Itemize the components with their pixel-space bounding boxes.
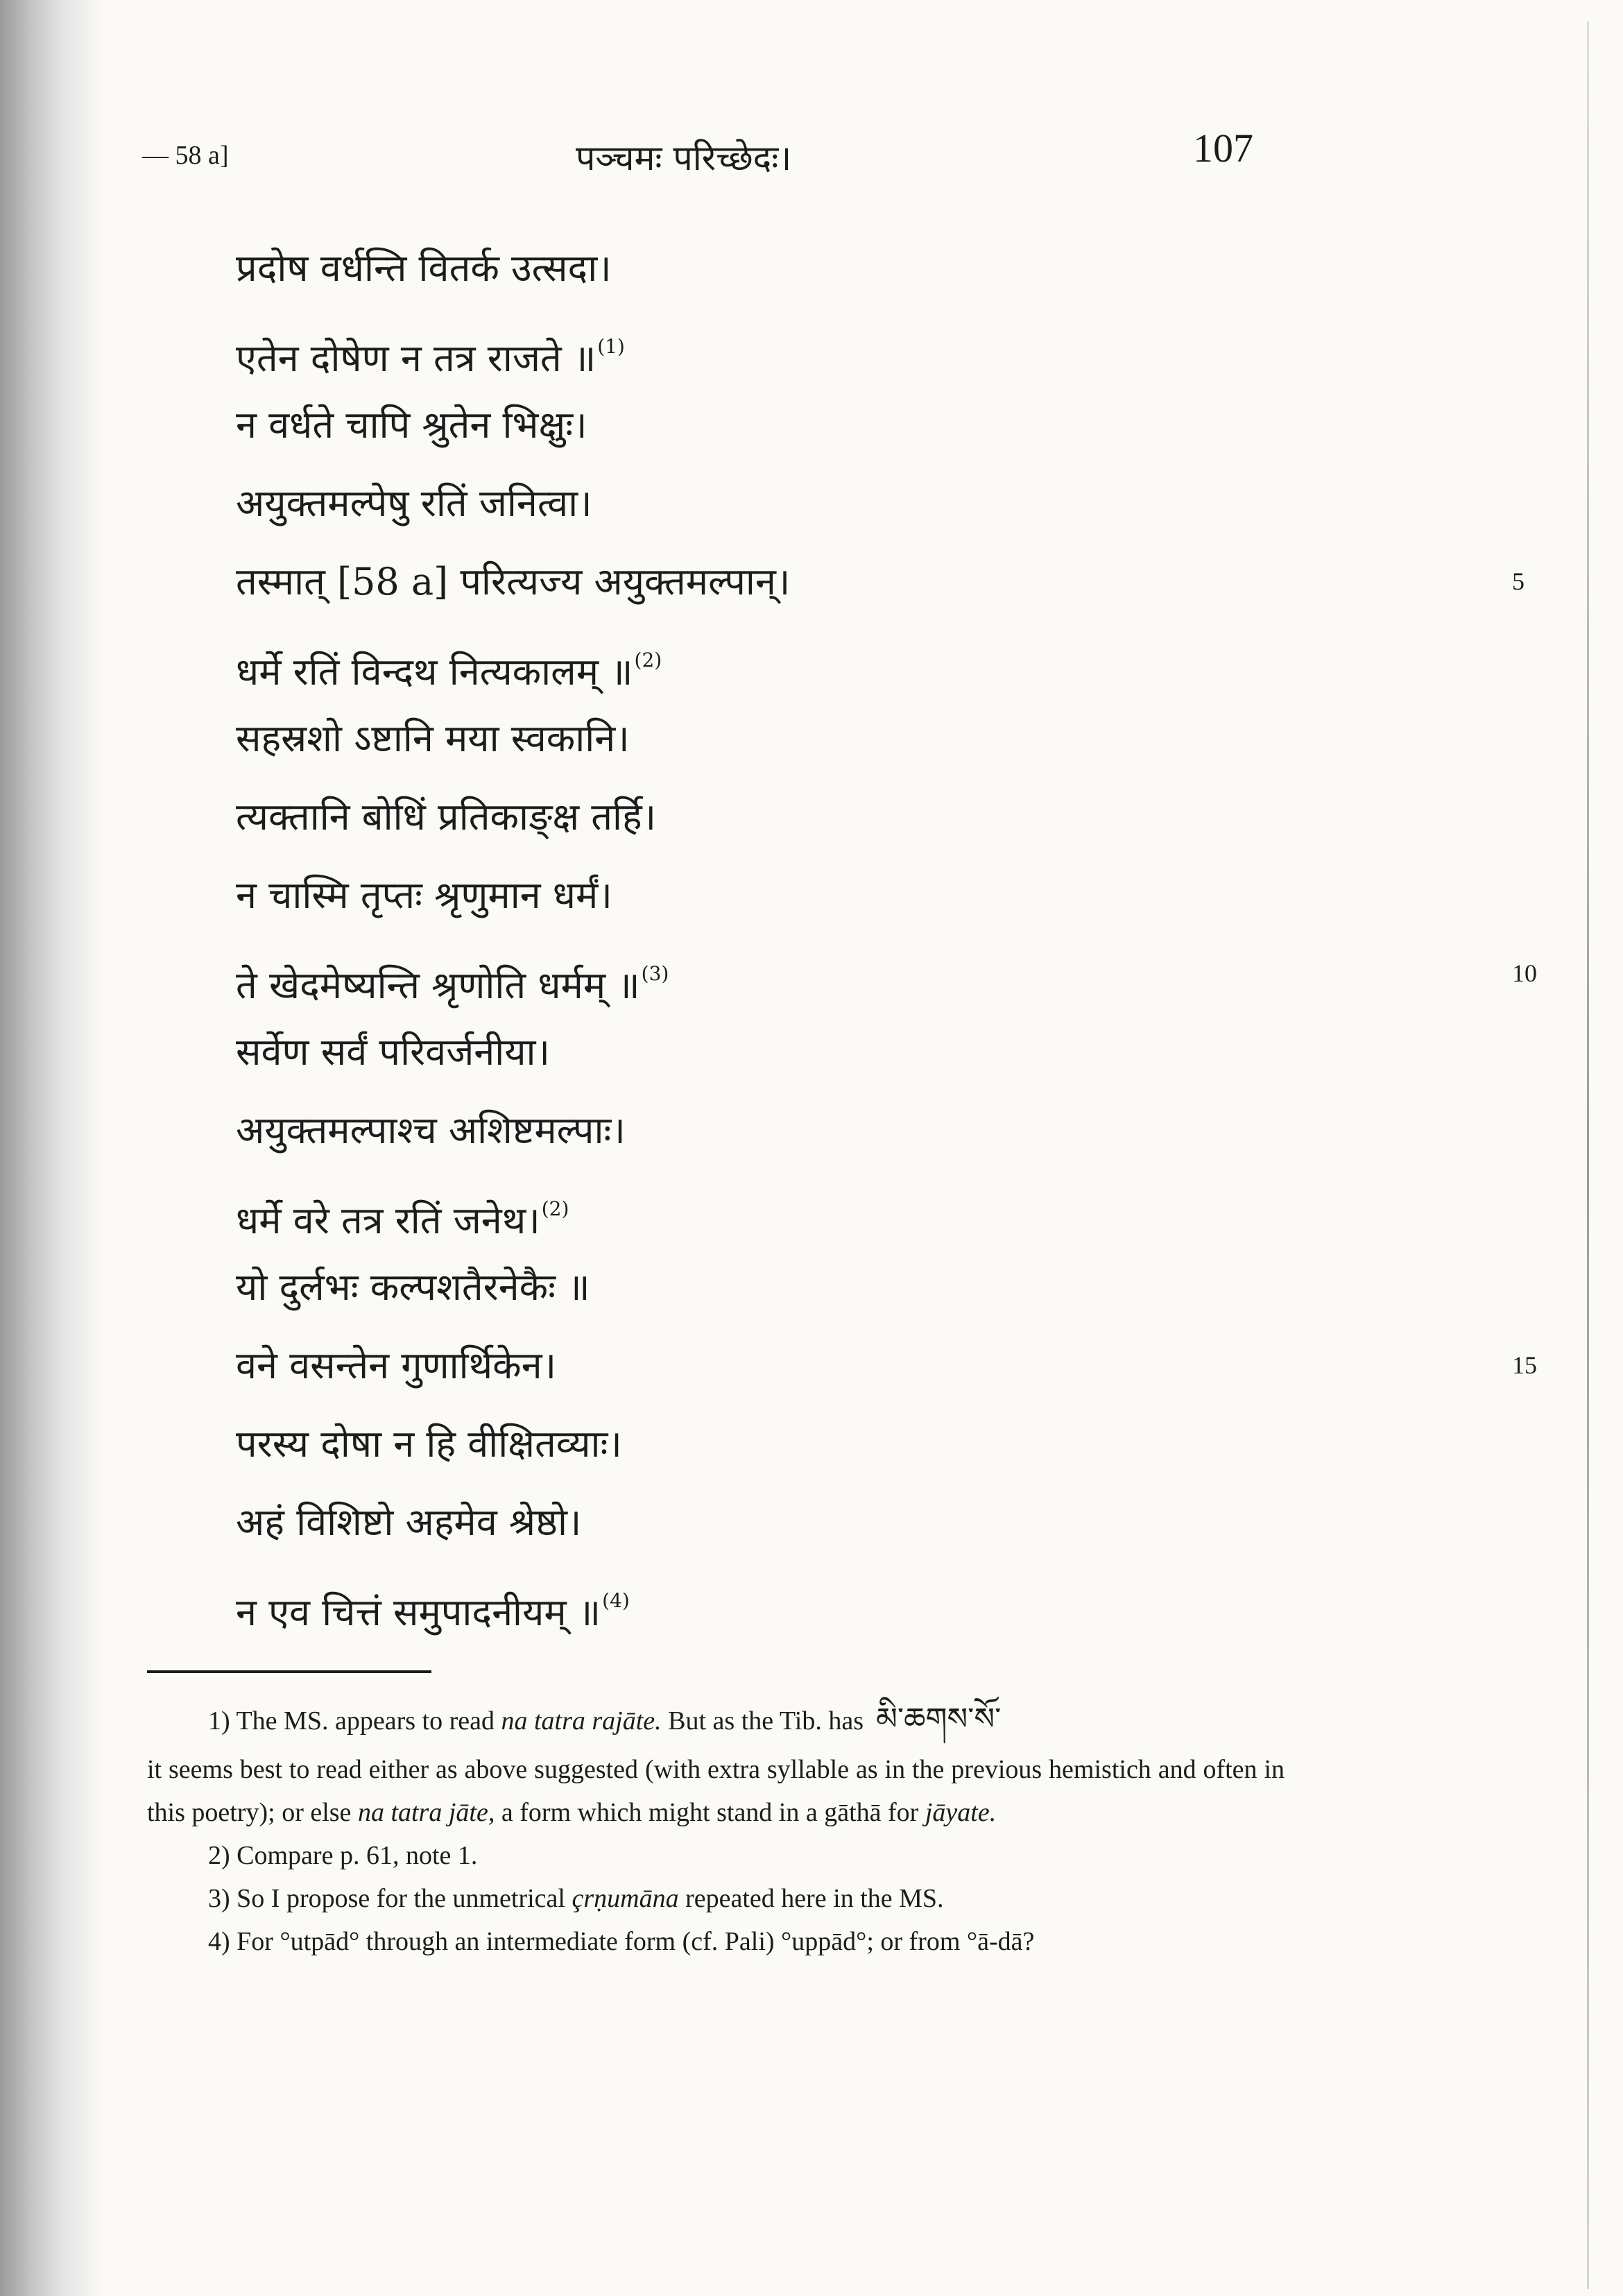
- footnote-3: [147, 1877, 1285, 1920]
- footnote-marker: (2): [541, 1197, 569, 1220]
- footnote-4: 4) For °utpād° through an intermediate form (cf. Pali) °uppād°; or from °ā-dā?: [208, 1927, 1035, 1956]
- verse-line: [236, 229, 1415, 307]
- tibetan-text: མི་ཆགས་སོ་: [876, 1702, 1002, 1736]
- verse-line: [236, 1561, 1415, 1640]
- page-binding-shadow: [0, 0, 104, 2296]
- verse-line: [236, 1326, 1537, 1405]
- verse-text: अयुक्तमल्पेषु रतिं जनित्वा।: [236, 481, 592, 525]
- verse-line: [236, 699, 1415, 778]
- verse-line: [236, 307, 1415, 386]
- footnotes: [147, 1698, 1285, 1963]
- verse-line: [236, 778, 1415, 856]
- verse-text: प्रदोष वर्धन्ति वितर्क उत्सदा।: [236, 246, 612, 290]
- footnote-marker: (2): [634, 649, 662, 671]
- verse-text: तस्मात् [58 a] परित्यज्य अयुक्तमल्पान्।: [236, 560, 791, 603]
- verse-line: [236, 1483, 1415, 1561]
- header-folio-reference: — 58 a]: [142, 141, 229, 170]
- line-number: 10: [1512, 959, 1537, 987]
- footnote-separator: [147, 1670, 431, 1673]
- footnote-text: 1) The MS. appears to read: [208, 1706, 501, 1736]
- verse-line: [236, 1170, 1415, 1248]
- verse-text: न चास्मि तृप्तः श्रृणुमान धर्मं।: [236, 873, 612, 917]
- page-number: 107: [1193, 126, 1253, 171]
- footnote-marker: (1): [597, 335, 625, 358]
- verse-line: [236, 934, 1537, 1013]
- verse-text: एतेन दोषेण न तत्र राजते ॥: [236, 336, 596, 380]
- line-number: 15: [1512, 1351, 1537, 1379]
- verse-line: [236, 1248, 1415, 1326]
- page-edge-rule: [1587, 21, 1589, 2289]
- verse-text: सहस्रशो ऽष्टानि मया स्वकानि।: [236, 717, 630, 760]
- verse-line: [236, 856, 1415, 934]
- footnote-italic: çrṇumāna: [572, 1884, 679, 1913]
- verse-block: [236, 229, 1537, 1640]
- footnote-text: 3) So I propose for the unmetrical: [208, 1884, 572, 1913]
- line-number: 5: [1512, 567, 1525, 595]
- verse-text: वने वसन्तेन गुणार्थिकेन।: [236, 1344, 557, 1387]
- verse-text: यो दुर्लभः कल्पशतैरनेकैः ॥: [236, 1265, 590, 1309]
- verse-line: [236, 1405, 1415, 1483]
- verse-text: त्यक्तानि बोधिं प्रतिकाङ्क्ष तर्हि।: [236, 795, 657, 839]
- footnote-italic: na tatra rajāte.: [501, 1706, 662, 1736]
- footnote-marker: (3): [641, 962, 669, 985]
- verse-text: धर्मे वरे तत्र रतिं जनेथ।: [236, 1199, 540, 1242]
- footnote-1: [147, 1698, 1285, 1742]
- verse-text: अहं विशिष्टो अहमेव श्रेष्ठो।: [236, 1500, 582, 1544]
- verse-line: [236, 1013, 1415, 1091]
- verse-line: [236, 621, 1415, 699]
- footnote-text: repeated here in the MS.: [678, 1884, 944, 1913]
- footnote-2: 2) Compare p. 61, note 1.: [208, 1841, 478, 1870]
- footnote-marker: (4): [602, 1589, 630, 1612]
- verse-text: ते खेदमेष्यन्ति श्रृणोति धर्मम् ॥: [236, 963, 640, 1007]
- footnote-text: it seems best to read either as above suggested (with extra syllable as in the previous hemistich and often in this poetry); or else: [147, 1755, 1285, 1827]
- verse-line: [236, 1091, 1415, 1170]
- verse-line: [236, 386, 1415, 464]
- footnote-text: a form which might stand in a gāthā for: [495, 1798, 925, 1827]
- verse-text: अयुक्तमल्पाश्च अशिष्टमल्पाः।: [236, 1108, 626, 1152]
- footnote-1-continued: [147, 1748, 1285, 1834]
- footnote-text: But as the Tib. has: [661, 1706, 864, 1736]
- running-title: पञ्चमः परिच्छेदः।: [576, 138, 792, 178]
- verse-text: न वर्धते चापि श्रुतेन भिक्षुः।: [236, 403, 587, 447]
- verse-text: सर्वेण सर्वं परिवर्जनीया।: [236, 1030, 550, 1074]
- verse-text: न एव चित्तं समुपादनीयम् ॥: [236, 1591, 601, 1634]
- footnote-italic: jāyate.: [925, 1798, 997, 1827]
- verse-text: धर्मे रतिं विन्दथ नित्यकालम् ॥: [236, 650, 633, 694]
- footnote-italic: na tatra jāte,: [357, 1798, 495, 1827]
- verse-text: परस्य दोषा न हि वीक्षितव्याः।: [236, 1422, 622, 1466]
- verse-line: [236, 542, 1525, 621]
- verse-line: [236, 464, 1415, 542]
- page-header: [0, 125, 1623, 180]
